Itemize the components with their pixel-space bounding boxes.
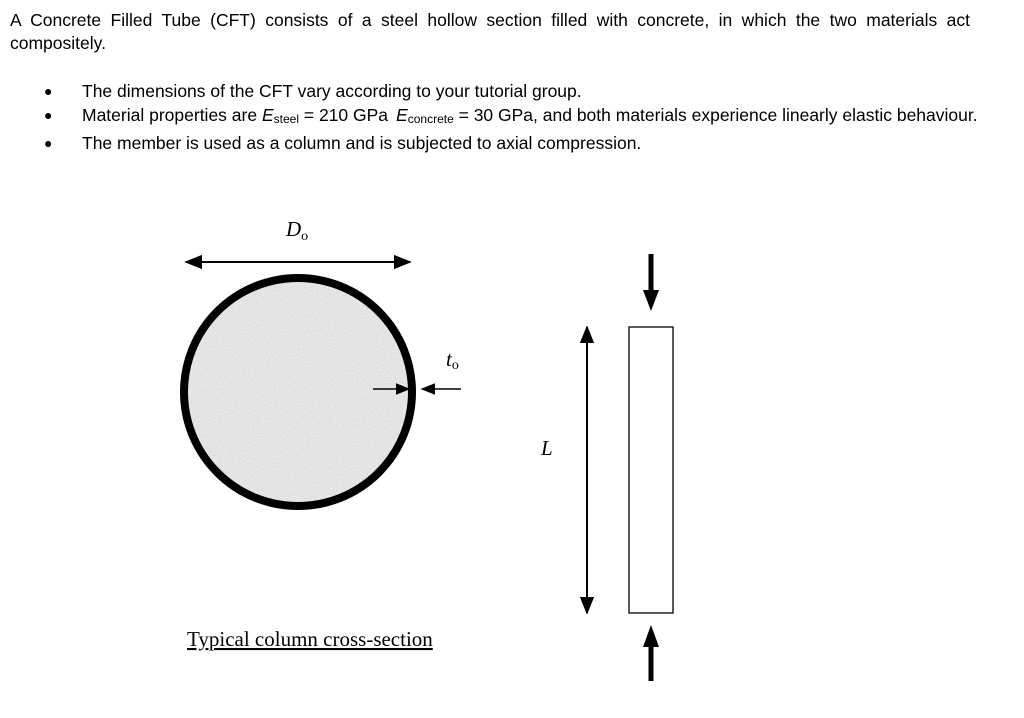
e-concrete-subscript: concrete — [407, 112, 454, 126]
e-concrete-symbol: E — [396, 105, 408, 125]
figure-caption: Typical column cross-section — [187, 627, 433, 651]
intro-paragraph: A Concrete Filled Tube (CFT) consists of a steel hollow section filled with concrete, in which the two materials act compositely. — [10, 10, 970, 53]
diameter-label: Do — [286, 217, 309, 244]
bottom-load-arrow-icon — [643, 625, 659, 681]
top-load-arrow-icon — [643, 254, 659, 311]
e-concrete-value: = 30 GPa, and both materials experience linearly elastic behaviour. — [453, 105, 978, 125]
length-label: L — [541, 436, 553, 460]
thickness-label: to — [446, 347, 459, 373]
bullet-dot-icon: ● — [44, 107, 53, 123]
bullet-dot-icon: ● — [44, 135, 53, 151]
e-steel-symbol: E — [261, 105, 274, 125]
column-elevation — [629, 327, 673, 613]
bullet-text-prefix: Material properties are — [82, 105, 262, 125]
bullet-text: The member is used as a column and is subjected to axial compression. — [82, 133, 642, 153]
e-steel-subscript: steel — [273, 112, 299, 126]
bullet-text: The dimensions of the CFT vary according to your tutorial group. — [82, 81, 582, 101]
e-steel-value: = 210 GPa — [299, 105, 389, 125]
bullet-dot-icon: ● — [44, 83, 53, 99]
